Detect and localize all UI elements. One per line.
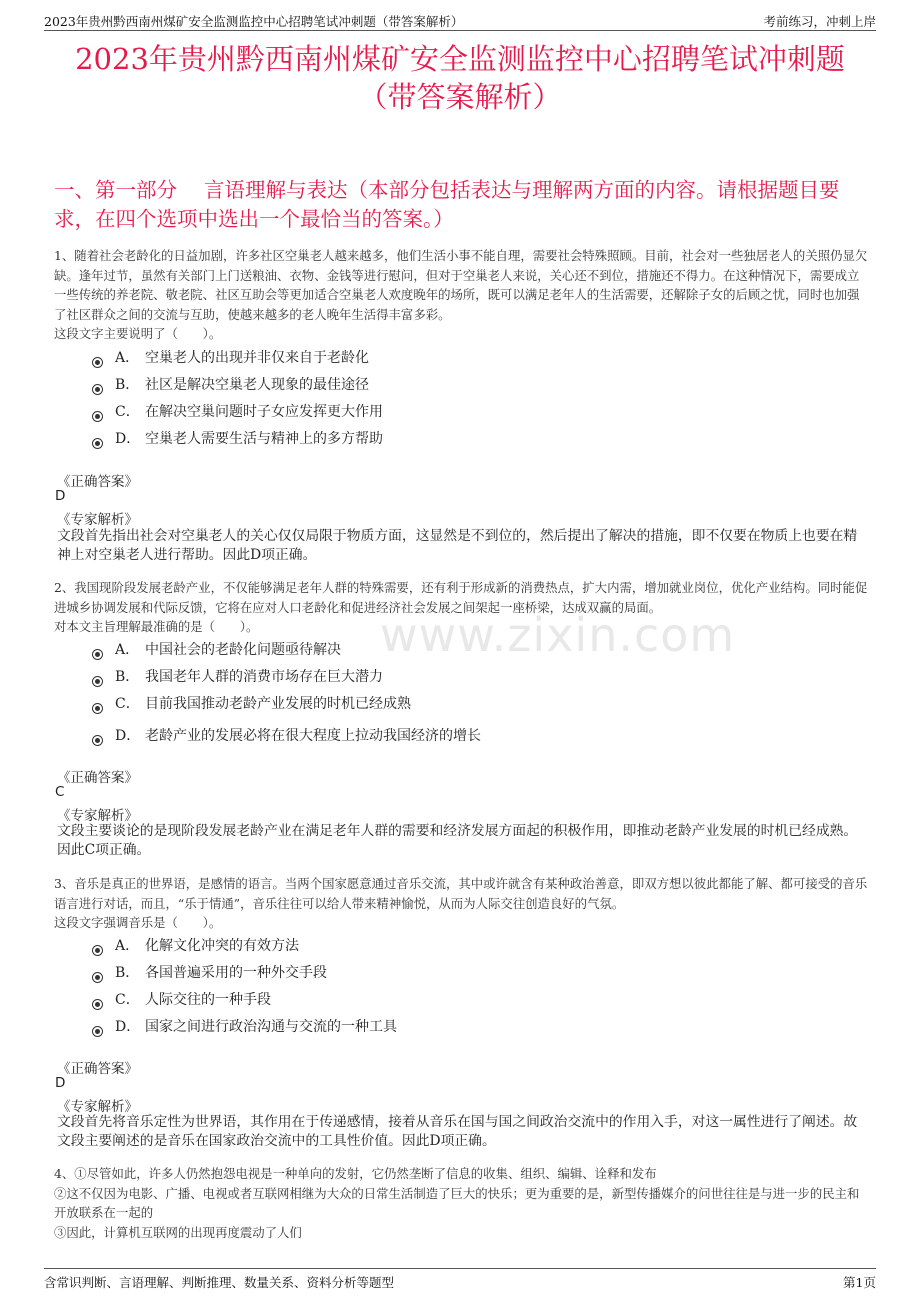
page-header xyxy=(44,10,876,31)
q3-option-b[interactable]: B． 各国普遍采用的一种外交手段 xyxy=(92,962,327,982)
header-slogan: 考前练习，冲刺上岸 xyxy=(763,14,876,29)
q1-option-c[interactable]: C． 在解决空巢问题时子女应发挥更大作用 xyxy=(92,401,383,421)
q1-explanation-label: 《专家解析》 xyxy=(57,512,138,528)
watermark: www.zixin.com xyxy=(380,608,736,662)
header-doc-title: 2023年贵州黔西南州煤矿安全监测监控中心招聘笔试冲刺题（带答案解析） xyxy=(44,14,464,29)
title-line-1: 2023年贵州黔西南州煤矿安全监测监控中心招聘笔试冲刺题 xyxy=(75,42,845,76)
radio-icon[interactable] xyxy=(92,945,103,956)
q1-explanation: 文段首先指出社会对空巢老人的关心仅仅局限于物质方面，这显然是不到位的，然后提出了解决的措施，即不仅要在物质上也要在精神上对空巢老人进行帮助。因此D项正确。 xyxy=(57,528,858,563)
radio-icon[interactable] xyxy=(92,735,103,746)
q3-answer: D xyxy=(55,1075,66,1091)
question-1-text: 1、随着社会老龄化的日益加剧，许多社区空巢老人越来越多，他们生活小事不能自理，需要社会特殊照顾。目前，社会对一些独居老人的关照仍显欠缺。逢年过节，虽然有关部门上门送粮油、衣物、金钱等进行慰问，但对于空巢老人来说，关心还不到位，措施还不得力。在这种情况下，需要成立一些传统的养老院、敬老院、社区互助会等更加适合空巢老人欢度晚年的场所，既可以满足老年人的生活需要，还解除子女的后顾之忧，同时也加强了社区群众之间的交流与互助，使越来越多的老人晚年生活得丰富多彩。 这段文字主要说明了（ ）。 xyxy=(54,248,868,341)
q1-option-a[interactable]: A． 空巢老人的出现并非仅来自于老龄化 xyxy=(92,347,369,367)
q1-option-b[interactable]: B． 社区是解决空巢老人现象的最佳途径 xyxy=(92,374,369,394)
q2-option-d[interactable]: D． 老龄产业的发展必将在很大程度上拉动我国经济的增长 xyxy=(92,725,481,745)
q2-explanation: 文段主要谈论的是现阶段发展老龄产业在满足老年人群的需要和经济发展方面起的积极作用，即推动老龄产业发展的时机已经成熟。因此C项正确。 xyxy=(57,823,858,858)
radio-icon[interactable] xyxy=(92,972,103,983)
page-footer xyxy=(44,1268,876,1291)
radio-icon[interactable] xyxy=(92,703,103,714)
q3-option-c[interactable]: C． 人际交往的一种手段 xyxy=(92,989,271,1009)
radio-icon[interactable] xyxy=(92,384,103,395)
question-3-text: 3、音乐是真正的世界语，是感情的语言。当两个国家愿意通过音乐交流，其中或许就含有某种政治善意，即双方想以彼此都能了解、都可接受的音乐语言进行对话，而且，“乐于情通”，音乐往往可以给人带来精神愉悦，从而为人际交往创造良好的气氛。 这段文字强调音乐是（ ）。 xyxy=(54,876,868,930)
q2-option-a[interactable]: A． 中国社会的老龄化问题亟待解决 xyxy=(92,639,341,659)
question-3-prompt: 这段文字强调音乐是（ ）。 xyxy=(54,915,222,930)
q3-explanation-label: 《专家解析》 xyxy=(57,1099,138,1115)
radio-icon[interactable] xyxy=(92,411,103,422)
question-2-prompt: 对本文主旨理解最准确的是（ ）。 xyxy=(54,619,259,634)
radio-icon[interactable] xyxy=(92,649,103,660)
q2-option-b[interactable]: B． 我国老年人群的消费市场存在巨大潜力 xyxy=(92,666,383,686)
question-2-text: 2、我国现阶段发展老龄产业，不仅能够满足老年人群的特殊需要，还有利于形成新的消费热点，扩大内需，增加就业岗位，优化产业结构。同时能促进城乡协调发展和代际反馈，它将在应对人口老龄化和促进经济社会发展之间架起一座桥梁，达成双赢的局面。 对本文主旨理解最准确的是（ ）。 xyxy=(54,580,868,634)
question-1-prompt: 这段文字主要说明了（ ）。 xyxy=(54,326,222,341)
q4-line-2: ②这不仅因为电影、广播、电视或者互联网相继为大众的日常生活制造了巨大的快乐；更为重要的是，新型传播媒介的问世往往是与进一步的民主和开放联系在一起的 xyxy=(54,1185,860,1220)
q2-explanation-label: 《专家解析》 xyxy=(57,808,138,824)
radio-icon[interactable] xyxy=(92,1026,103,1037)
radio-icon[interactable] xyxy=(92,676,103,687)
q1-answer: D xyxy=(55,488,66,504)
q2-answer: C xyxy=(55,784,65,800)
q2-option-c[interactable]: C． 目前我国推动老龄产业发展的时机已经成熟 xyxy=(92,693,411,713)
radio-icon[interactable] xyxy=(92,357,103,368)
radio-icon[interactable] xyxy=(92,999,103,1010)
q3-answer-label: 《正确答案》 xyxy=(57,1061,138,1077)
footer-description: 含常识判断、言语理解、判断推理、数量关系、资料分析等题型 xyxy=(44,1275,395,1290)
page-title xyxy=(40,40,880,116)
q2-answer-label: 《正确答案》 xyxy=(57,770,138,786)
q1-option-d[interactable]: D． 空巢老人需要生活与精神上的多方帮助 xyxy=(92,428,383,448)
radio-icon[interactable] xyxy=(92,438,103,449)
section-title: 一、第一部分 言语理解与表达（本部分包括表达与理解两方面的内容。请根据题目要求，在四个选项中选出一个最恰当的答案。） xyxy=(54,178,840,231)
q3-option-d[interactable]: D． 国家之间进行政治沟通与交流的一种工具 xyxy=(92,1016,397,1036)
q4-line-1: 4、①尽管如此，许多人仍然抱怨电视是一种单向的发射，它仍然垄断了信息的收集、组织、编辑、诠释和发布 xyxy=(54,1166,657,1181)
q3-explanation: 文段首先将音乐定性为世界语，其作用在于传递感情，接着从音乐在国与国之间政治交流中的作用入手，对这一属性进行了阐述。故文段主要阐述的是音乐在国家政治交流中的工具性价值。因此D项正确。 xyxy=(57,1114,858,1149)
q4-line-3: ③因此，计算机互联网的出现再度震动了人们 xyxy=(54,1224,302,1240)
question-4-text xyxy=(54,1164,870,1242)
q3-option-a[interactable]: A． 化解文化冲突的有效方法 xyxy=(92,935,299,955)
title-line-2: （带答案解析） xyxy=(358,80,562,114)
q1-answer-label: 《正确答案》 xyxy=(57,474,138,490)
page-number: 第1页 xyxy=(843,1275,876,1290)
